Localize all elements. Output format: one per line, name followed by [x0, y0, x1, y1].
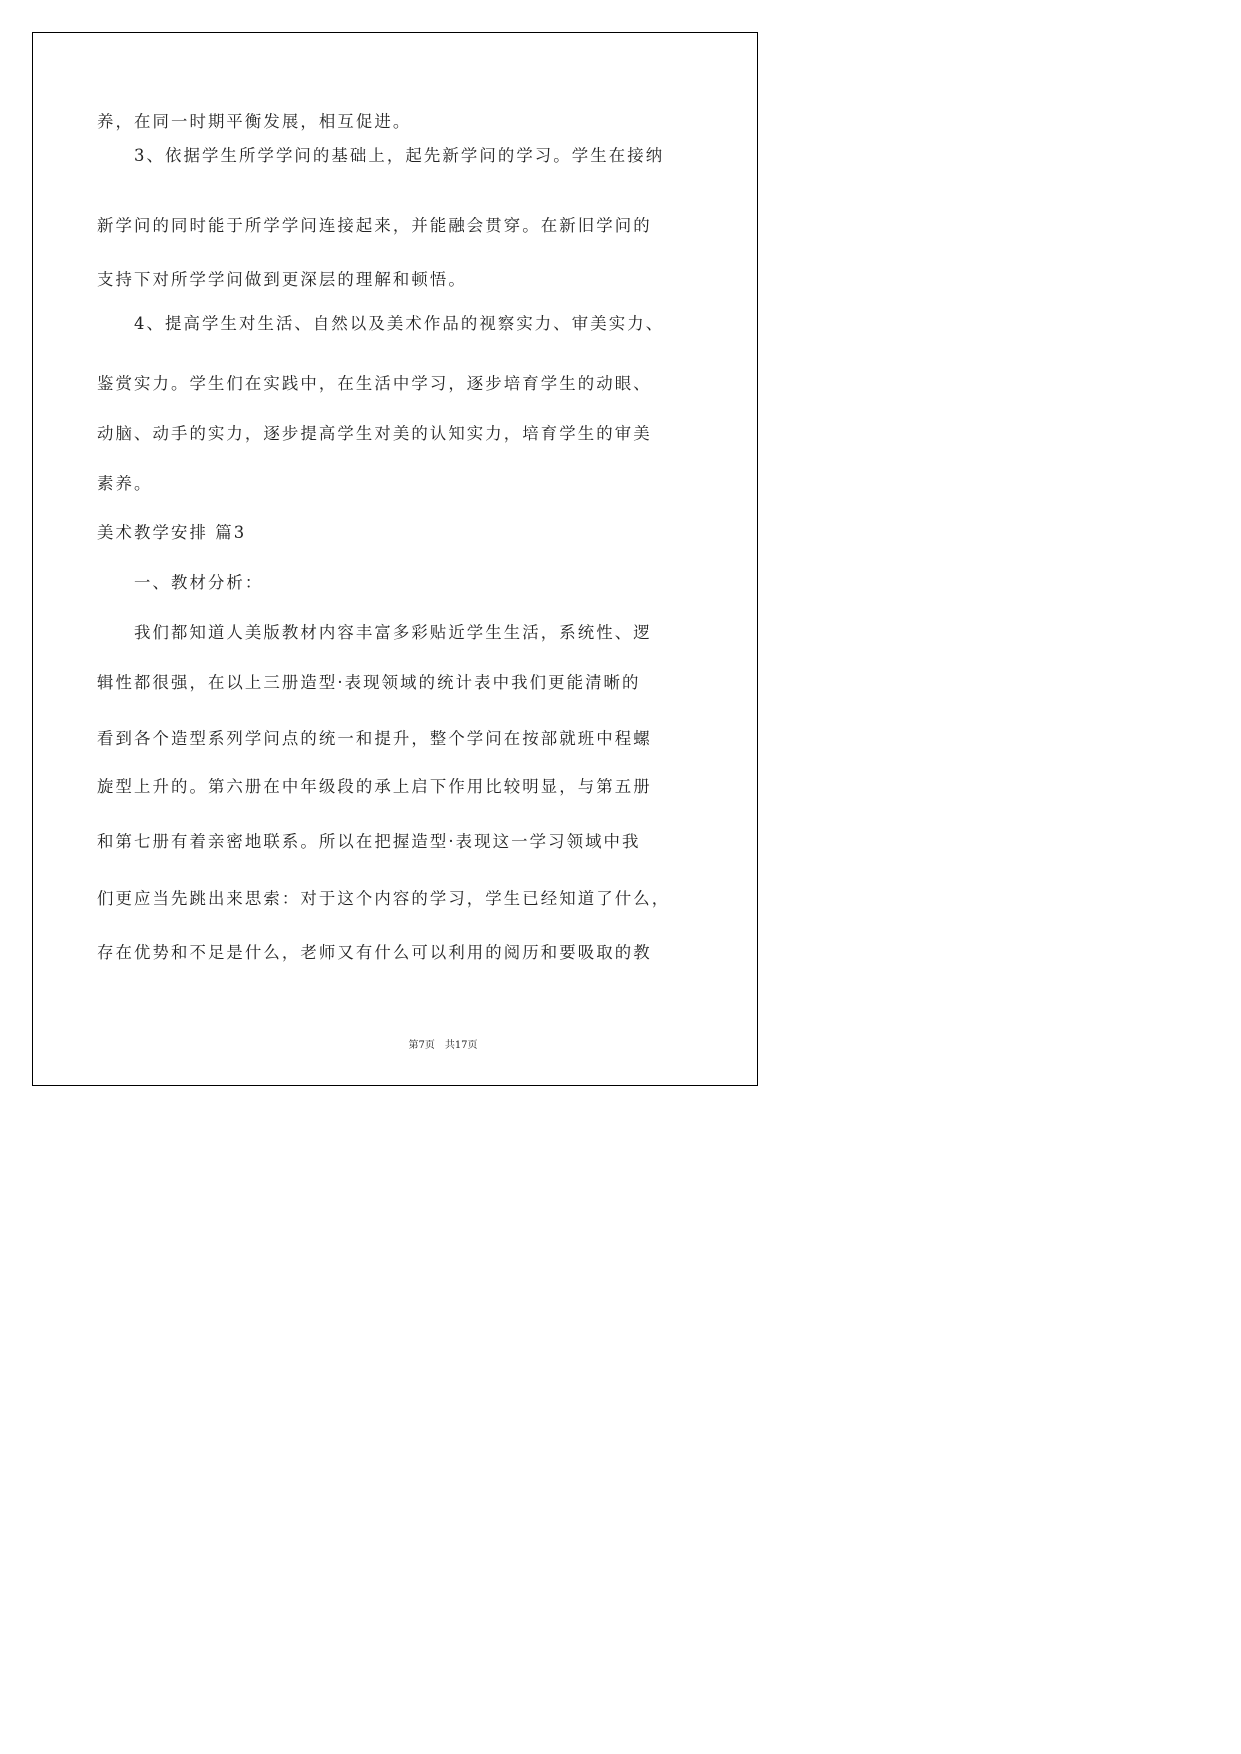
text-line: 存在优势和不足是什么，老师又有什么可以利用的阅历和要吸取的教: [97, 943, 652, 962]
section-heading: 美术教学安排 篇3: [97, 523, 247, 542]
text-line: 一、教材分析：: [97, 573, 264, 592]
text-line: 支持下对所学学问做到更深层的理解和顿悟。: [97, 270, 467, 289]
text-line: 动脑、动手的实力，逐步提高学生对美的认知实力，培育学生的审美: [97, 424, 652, 443]
text-line: 看到各个造型系列学问点的统一和提升，整个学问在按部就班中程螺: [97, 729, 652, 748]
text-line: 养，在同一时期平衡发展，相互促进。: [97, 112, 412, 131]
text-line: 3、依据学生所学学问的基础上，起先新学问的学习。学生在接纳: [97, 146, 665, 165]
page-number-footer: 第7页 共17页: [408, 1040, 478, 1051]
text-line: 鉴赏实力。学生们在实践中，在生活中学习，逐步培育学生的动眼、: [97, 374, 652, 393]
text-line: 辑性都很强，在以上三册造型·表现领域的统计表中我们更能清晰的: [97, 673, 641, 692]
page-border: [32, 32, 758, 1086]
text-line: 我们都知道人美版教材内容丰富多彩贴近学生生活，系统性、逻: [97, 623, 652, 642]
text-line: 和第七册有着亲密地联系。所以在把握造型·表现这一学习领域中我: [97, 832, 641, 851]
text-line: 旋型上升的。第六册在中年级段的承上启下作用比较明显，与第五册: [97, 777, 652, 796]
text-line: 新学问的同时能于所学学问连接起来，并能融会贯穿。在新旧学问的: [97, 216, 652, 235]
text-line: 素养。: [97, 474, 153, 493]
text-line: 们更应当先跳出来思索：对于这个内容的学习，学生已经知道了什么，: [97, 889, 671, 908]
text-line: 4、提高学生对生活、自然以及美术作品的视察实力、审美实力、: [97, 314, 665, 333]
